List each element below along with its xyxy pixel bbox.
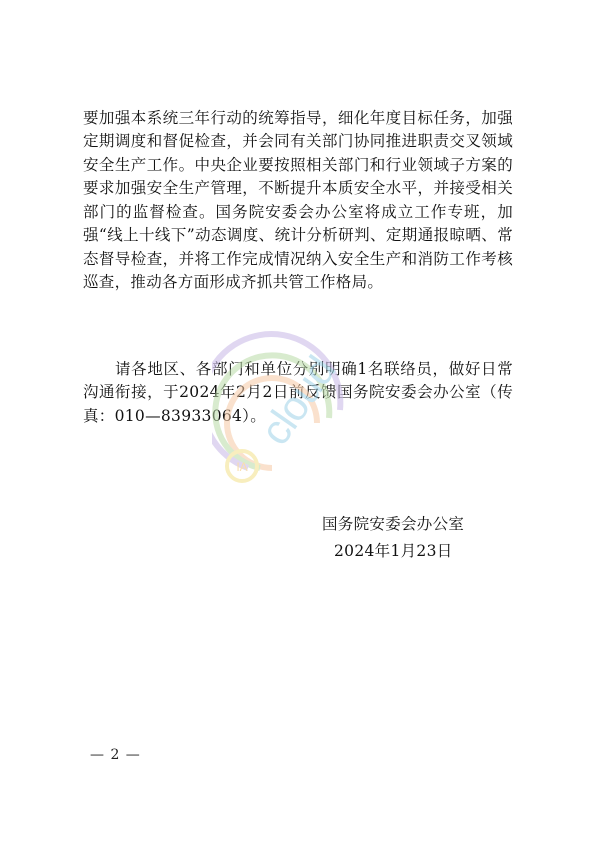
page-number: — 2 —	[90, 747, 141, 763]
svg-text:cloud: cloud	[250, 348, 345, 454]
signature-date: 2024年1月23日	[334, 542, 453, 560]
body-paragraph-1: 要加强本系统三年行动的统筹指导，细化年度目标任务，加强定期调度和督促检查，并会同有关部门协同推进职责交叉领域安全生产工作。中央企业要按照相关部门和行业领域子方案的要求加强安全生产管理，不断提升本质安全水平，并接受相关部门的监督检查。国务院安委会办公室将成立工作专班，加强“线上十线下”动态调度、统计分析研判、定期通报晾晒、常态督导检查，并将工作完成情况纳入安全生产和消防工作考核巡查，推动各方面形成齐抓共管工作格局。	[83, 108, 513, 291]
signature-organization: 国务院安委会办公室	[322, 515, 465, 533]
svg-text:IA: IA	[236, 460, 248, 474]
signature-block	[322, 511, 464, 565]
body-paragraph-2: 请各地区、各部门和单位分别明确1名联络员，做好日常沟通衔接，于2024年2月2日前反馈国务院安委会办公室（传真：010—83933064）。	[83, 359, 513, 425]
